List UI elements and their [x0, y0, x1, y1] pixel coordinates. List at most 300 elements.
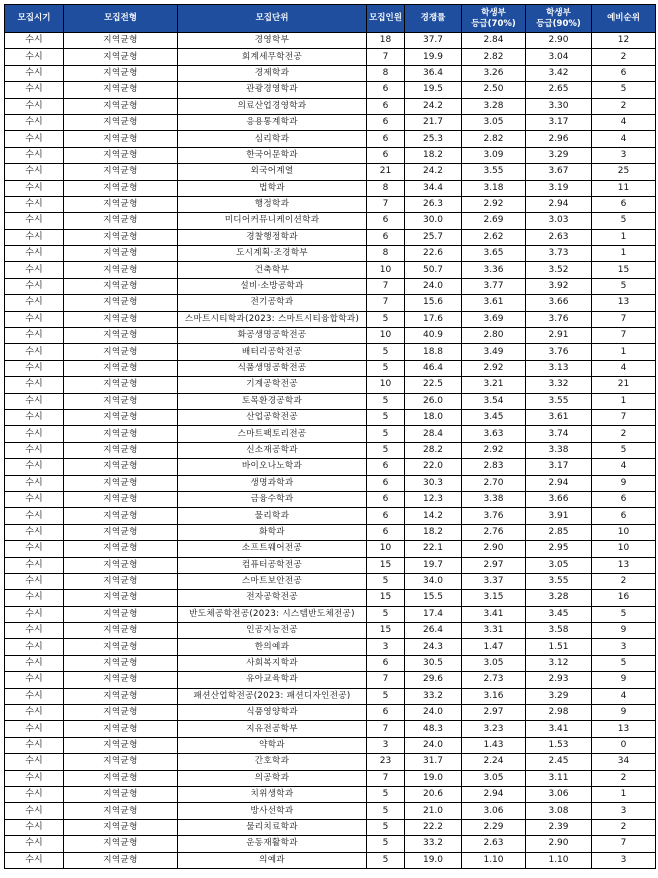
cell-grade-90: 3.67: [526, 164, 592, 180]
cell-competition: 19.7: [405, 557, 462, 573]
cell-unit: 금융수학과: [178, 491, 367, 507]
cell-grade-90: 3.32: [526, 377, 592, 393]
cell-unit: 컴퓨터공학전공: [178, 557, 367, 573]
cell-waitlist: 1: [592, 246, 656, 262]
cell-waitlist: 1: [592, 786, 656, 802]
cell-quota: 6: [367, 147, 405, 163]
cell-period: 수시: [5, 377, 64, 393]
cell-competition: 25.7: [405, 229, 462, 245]
cell-period: 수시: [5, 754, 64, 770]
cell-waitlist: 3: [592, 639, 656, 655]
cell-period: 수시: [5, 573, 64, 589]
cell-waitlist: 6: [592, 196, 656, 212]
cell-track: 지역균형: [64, 606, 178, 622]
cell-grade-90: 3.55: [526, 573, 592, 589]
cell-grade-90: 3.52: [526, 262, 592, 278]
cell-track: 지역균형: [64, 721, 178, 737]
cell-track: 지역균형: [64, 623, 178, 639]
cell-waitlist: 9: [592, 705, 656, 721]
cell-track: 지역균형: [64, 295, 178, 311]
cell-track: 지역균형: [64, 98, 178, 114]
cell-quota: 5: [367, 393, 405, 409]
cell-competition: 19.0: [405, 852, 462, 868]
cell-period: 수시: [5, 328, 64, 344]
cell-quota: 10: [367, 541, 405, 557]
table-row: [5, 459, 656, 475]
cell-quota: 15: [367, 557, 405, 573]
cell-competition: 21.0: [405, 803, 462, 819]
cell-grade-70: 3.36: [462, 262, 526, 278]
cell-waitlist: 7: [592, 409, 656, 425]
cell-quota: 5: [367, 573, 405, 589]
cell-grade-70: 2.73: [462, 672, 526, 688]
cell-grade-90: 3.06: [526, 786, 592, 802]
cell-unit: 미디어커뮤니케이션학과: [178, 213, 367, 229]
cell-grade-90: 2.45: [526, 754, 592, 770]
cell-competition: 18.2: [405, 524, 462, 540]
cell-quota: 6: [367, 655, 405, 671]
cell-grade-90: 3.74: [526, 426, 592, 442]
cell-period: 수시: [5, 639, 64, 655]
cell-waitlist: 6: [592, 491, 656, 507]
table-row: [5, 295, 656, 311]
cell-track: 지역균형: [64, 491, 178, 507]
cell-waitlist: 13: [592, 295, 656, 311]
table-row: [5, 655, 656, 671]
cell-unit: 간호학과: [178, 754, 367, 770]
cell-competition: 30.0: [405, 213, 462, 229]
header-period: 모집시기: [5, 5, 64, 33]
cell-period: 수시: [5, 459, 64, 475]
cell-waitlist: 3: [592, 803, 656, 819]
cell-waitlist: 7: [592, 328, 656, 344]
cell-quota: 6: [367, 491, 405, 507]
cell-quota: 7: [367, 721, 405, 737]
cell-grade-90: 3.08: [526, 803, 592, 819]
cell-track: 지역균형: [64, 131, 178, 147]
cell-grade-70: 2.92: [462, 196, 526, 212]
cell-unit: 심리학과: [178, 131, 367, 147]
cell-grade-70: 2.63: [462, 836, 526, 852]
cell-grade-90: 3.30: [526, 98, 592, 114]
table-row: [5, 508, 656, 524]
cell-grade-90: 2.98: [526, 705, 592, 721]
cell-grade-70: 2.82: [462, 49, 526, 65]
cell-unit: 방사선학과: [178, 803, 367, 819]
cell-unit: 소프트웨어전공: [178, 541, 367, 557]
cell-track: 지역균형: [64, 508, 178, 524]
cell-waitlist: 2: [592, 770, 656, 786]
cell-competition: 30.5: [405, 655, 462, 671]
cell-track: 지역균형: [64, 803, 178, 819]
table-row: [5, 180, 656, 196]
cell-unit: 경찰행정학과: [178, 229, 367, 245]
cell-track: 지역균형: [64, 311, 178, 327]
cell-quota: 18: [367, 33, 405, 49]
cell-grade-90: 3.29: [526, 147, 592, 163]
cell-competition: 36.4: [405, 65, 462, 81]
cell-track: 지역균형: [64, 278, 178, 294]
cell-waitlist: 4: [592, 360, 656, 376]
cell-grade-70: 3.45: [462, 409, 526, 425]
cell-waitlist: 1: [592, 344, 656, 360]
cell-unit: 생명과학과: [178, 475, 367, 491]
header-waitlist: 예비순위: [592, 5, 656, 33]
cell-quota: 8: [367, 180, 405, 196]
cell-grade-70: 1.43: [462, 737, 526, 753]
cell-quota: 5: [367, 344, 405, 360]
table-row: [5, 541, 656, 557]
cell-quota: 6: [367, 524, 405, 540]
cell-track: 지역균형: [64, 819, 178, 835]
cell-waitlist: 3: [592, 852, 656, 868]
cell-unit: 운동재활학과: [178, 836, 367, 852]
cell-grade-90: 3.42: [526, 65, 592, 81]
cell-period: 수시: [5, 672, 64, 688]
cell-quota: 3: [367, 639, 405, 655]
cell-grade-90: 3.76: [526, 344, 592, 360]
header-track: 모집전형: [64, 5, 178, 33]
cell-competition: 37.7: [405, 33, 462, 49]
cell-grade-90: 3.11: [526, 770, 592, 786]
cell-grade-70: 2.97: [462, 557, 526, 573]
table-row: [5, 606, 656, 622]
cell-quota: 6: [367, 82, 405, 98]
table-row: [5, 672, 656, 688]
cell-quota: 15: [367, 623, 405, 639]
cell-track: 지역균형: [64, 409, 178, 425]
cell-grade-90: 2.90: [526, 33, 592, 49]
cell-unit: 설비·소방공학과: [178, 278, 367, 294]
cell-track: 지역균형: [64, 114, 178, 130]
admissions-results-table: [4, 4, 656, 869]
cell-quota: 6: [367, 131, 405, 147]
cell-grade-70: 3.16: [462, 688, 526, 704]
cell-grade-70: 3.28: [462, 98, 526, 114]
cell-competition: 22.5: [405, 377, 462, 393]
cell-quota: 5: [367, 852, 405, 868]
cell-competition: 31.7: [405, 754, 462, 770]
cell-unit: 전기공학과: [178, 295, 367, 311]
cell-track: 지역균형: [64, 229, 178, 245]
cell-grade-70: 2.92: [462, 360, 526, 376]
cell-period: 수시: [5, 557, 64, 573]
cell-competition: 50.7: [405, 262, 462, 278]
cell-quota: 7: [367, 49, 405, 65]
cell-grade-70: 2.62: [462, 229, 526, 245]
cell-track: 지역균형: [64, 360, 178, 376]
cell-grade-90: 1.10: [526, 852, 592, 868]
cell-track: 지역균형: [64, 688, 178, 704]
cell-quota: 5: [367, 819, 405, 835]
cell-grade-70: 3.18: [462, 180, 526, 196]
cell-grade-90: 3.05: [526, 557, 592, 573]
cell-quota: 6: [367, 508, 405, 524]
cell-quota: 5: [367, 409, 405, 425]
cell-quota: 5: [367, 836, 405, 852]
cell-period: 수시: [5, 590, 64, 606]
cell-quota: 5: [367, 606, 405, 622]
cell-track: 지역균형: [64, 557, 178, 573]
cell-period: 수시: [5, 295, 64, 311]
cell-unit: 의예과: [178, 852, 367, 868]
table-row: [5, 639, 656, 655]
cell-grade-70: 3.26: [462, 65, 526, 81]
cell-grade-90: 2.94: [526, 475, 592, 491]
cell-grade-90: 3.04: [526, 49, 592, 65]
cell-grade-90: 2.90: [526, 836, 592, 852]
table-row: [5, 377, 656, 393]
cell-grade-90: 1.51: [526, 639, 592, 655]
cell-grade-90: 2.95: [526, 541, 592, 557]
cell-period: 수시: [5, 541, 64, 557]
table-row: [5, 721, 656, 737]
table-row: [5, 278, 656, 294]
cell-unit: 치위생학과: [178, 786, 367, 802]
table-row: [5, 688, 656, 704]
cell-period: 수시: [5, 246, 64, 262]
cell-grade-90: 3.91: [526, 508, 592, 524]
cell-grade-90: 3.17: [526, 459, 592, 475]
cell-waitlist: 16: [592, 590, 656, 606]
cell-period: 수시: [5, 491, 64, 507]
cell-grade-90: 2.94: [526, 196, 592, 212]
cell-period: 수시: [5, 688, 64, 704]
cell-competition: 22.0: [405, 459, 462, 475]
cell-waitlist: 2: [592, 426, 656, 442]
cell-waitlist: 1: [592, 229, 656, 245]
cell-grade-70: 3.38: [462, 491, 526, 507]
cell-competition: 19.9: [405, 49, 462, 65]
cell-period: 수시: [5, 311, 64, 327]
cell-track: 지역균형: [64, 82, 178, 98]
cell-period: 수시: [5, 721, 64, 737]
cell-competition: 15.6: [405, 295, 462, 311]
cell-competition: 26.4: [405, 623, 462, 639]
table-row: [5, 409, 656, 425]
cell-quota: 8: [367, 246, 405, 262]
cell-waitlist: 34: [592, 754, 656, 770]
cell-competition: 33.2: [405, 688, 462, 704]
table-row: [5, 770, 656, 786]
cell-period: 수시: [5, 65, 64, 81]
cell-grade-90: 3.13: [526, 360, 592, 376]
cell-grade-90: 3.55: [526, 393, 592, 409]
cell-track: 지역균형: [64, 180, 178, 196]
cell-quota: 6: [367, 98, 405, 114]
cell-grade-70: 2.24: [462, 754, 526, 770]
cell-period: 수시: [5, 180, 64, 196]
cell-waitlist: 2: [592, 819, 656, 835]
cell-track: 지역균형: [64, 639, 178, 655]
cell-waitlist: 12: [592, 33, 656, 49]
cell-period: 수시: [5, 262, 64, 278]
table-row: [5, 65, 656, 81]
cell-waitlist: 25: [592, 164, 656, 180]
cell-quota: 7: [367, 770, 405, 786]
cell-unit: 반도체공학전공(2023: 시스템반도체전공): [178, 606, 367, 622]
cell-track: 지역균형: [64, 196, 178, 212]
cell-track: 지역균형: [64, 426, 178, 442]
cell-unit: 스마트팩토리전공: [178, 426, 367, 442]
cell-quota: 15: [367, 590, 405, 606]
cell-waitlist: 0: [592, 737, 656, 753]
cell-grade-70: 3.55: [462, 164, 526, 180]
cell-grade-90: 3.38: [526, 442, 592, 458]
cell-waitlist: 1: [592, 393, 656, 409]
table-row: [5, 311, 656, 327]
header-quota: 모집인원: [367, 5, 405, 33]
cell-competition: 25.3: [405, 131, 462, 147]
cell-unit: 신소재공학과: [178, 442, 367, 458]
cell-grade-90: 3.92: [526, 278, 592, 294]
cell-period: 수시: [5, 426, 64, 442]
cell-quota: 6: [367, 213, 405, 229]
cell-quota: 6: [367, 459, 405, 475]
cell-quota: 7: [367, 278, 405, 294]
cell-grade-90: 3.73: [526, 246, 592, 262]
cell-period: 수시: [5, 33, 64, 49]
cell-grade-70: 2.92: [462, 442, 526, 458]
cell-period: 수시: [5, 164, 64, 180]
cell-waitlist: 5: [592, 655, 656, 671]
cell-grade-70: 3.05: [462, 114, 526, 130]
cell-unit: 스마트시티학과(2023: 스마트시티융합학과): [178, 311, 367, 327]
cell-grade-70: 2.29: [462, 819, 526, 835]
cell-waitlist: 5: [592, 278, 656, 294]
cell-track: 지역균형: [64, 442, 178, 458]
cell-track: 지역균형: [64, 573, 178, 589]
cell-grade-70: 3.54: [462, 393, 526, 409]
cell-competition: 24.3: [405, 639, 462, 655]
cell-track: 지역균형: [64, 33, 178, 49]
cell-track: 지역균형: [64, 655, 178, 671]
cell-competition: 22.1: [405, 541, 462, 557]
table-row: [5, 836, 656, 852]
cell-unit: 법학과: [178, 180, 367, 196]
cell-period: 수시: [5, 770, 64, 786]
table-row: [5, 344, 656, 360]
table-row: [5, 426, 656, 442]
cell-period: 수시: [5, 705, 64, 721]
cell-waitlist: 9: [592, 672, 656, 688]
cell-quota: 10: [367, 262, 405, 278]
cell-period: 수시: [5, 852, 64, 868]
cell-grade-70: 2.83: [462, 459, 526, 475]
cell-period: 수시: [5, 49, 64, 65]
cell-track: 지역균형: [64, 213, 178, 229]
cell-grade-70: 1.47: [462, 639, 526, 655]
cell-grade-90: 1.53: [526, 737, 592, 753]
table-row: [5, 803, 656, 819]
cell-competition: 22.2: [405, 819, 462, 835]
cell-track: 지역균형: [64, 770, 178, 786]
cell-track: 지역균형: [64, 475, 178, 491]
cell-grade-90: 2.63: [526, 229, 592, 245]
cell-unit: 한의예과: [178, 639, 367, 655]
cell-waitlist: 13: [592, 557, 656, 573]
cell-waitlist: 5: [592, 82, 656, 98]
cell-grade-70: 1.10: [462, 852, 526, 868]
cell-grade-70: 3.09: [462, 147, 526, 163]
table-row: [5, 196, 656, 212]
cell-waitlist: 21: [592, 377, 656, 393]
cell-competition: 19.0: [405, 770, 462, 786]
cell-period: 수시: [5, 508, 64, 524]
cell-unit: 응용통계학과: [178, 114, 367, 130]
cell-competition: 33.2: [405, 836, 462, 852]
table-row: [5, 131, 656, 147]
cell-grade-70: 3.76: [462, 508, 526, 524]
cell-competition: 40.9: [405, 328, 462, 344]
table-row: [5, 786, 656, 802]
cell-track: 지역균형: [64, 49, 178, 65]
cell-competition: 21.7: [405, 114, 462, 130]
cell-quota: 21: [367, 164, 405, 180]
cell-unit: 약학과: [178, 737, 367, 753]
cell-grade-70: 2.80: [462, 328, 526, 344]
cell-unit: 토목환경공학과: [178, 393, 367, 409]
cell-unit: 스마트보안전공: [178, 573, 367, 589]
cell-grade-70: 3.23: [462, 721, 526, 737]
cell-grade-90: 3.03: [526, 213, 592, 229]
cell-track: 지역균형: [64, 852, 178, 868]
cell-unit: 지유전공학부: [178, 721, 367, 737]
cell-period: 수시: [5, 786, 64, 802]
cell-unit: 물리학과: [178, 508, 367, 524]
cell-waitlist: 2: [592, 98, 656, 114]
cell-grade-70: 3.63: [462, 426, 526, 442]
cell-waitlist: 2: [592, 573, 656, 589]
cell-grade-70: 3.49: [462, 344, 526, 360]
cell-quota: 6: [367, 229, 405, 245]
cell-quota: 5: [367, 360, 405, 376]
cell-quota: 6: [367, 114, 405, 130]
table-row: [5, 393, 656, 409]
cell-competition: 18.2: [405, 147, 462, 163]
cell-quota: 10: [367, 377, 405, 393]
cell-competition: 26.0: [405, 393, 462, 409]
cell-track: 지역균형: [64, 786, 178, 802]
cell-grade-70: 2.69: [462, 213, 526, 229]
cell-grade-70: 2.84: [462, 33, 526, 49]
cell-grade-90: 3.19: [526, 180, 592, 196]
cell-track: 지역균형: [64, 705, 178, 721]
cell-grade-70: 3.61: [462, 295, 526, 311]
cell-competition: 24.0: [405, 705, 462, 721]
cell-period: 수시: [5, 278, 64, 294]
table-row: [5, 623, 656, 639]
cell-quota: 10: [367, 328, 405, 344]
table-row: [5, 164, 656, 180]
table-row: [5, 82, 656, 98]
cell-unit: 배터리공학전공: [178, 344, 367, 360]
cell-competition: 22.6: [405, 246, 462, 262]
cell-waitlist: 4: [592, 688, 656, 704]
cell-period: 수시: [5, 114, 64, 130]
cell-competition: 30.3: [405, 475, 462, 491]
cell-period: 수시: [5, 606, 64, 622]
cell-track: 지역균형: [64, 393, 178, 409]
cell-waitlist: 9: [592, 623, 656, 639]
cell-period: 수시: [5, 360, 64, 376]
table-row: [5, 33, 656, 49]
cell-period: 수시: [5, 442, 64, 458]
cell-unit: 도시계획·조경학부: [178, 246, 367, 262]
cell-track: 지역균형: [64, 672, 178, 688]
cell-grade-70: 3.15: [462, 590, 526, 606]
cell-track: 지역균형: [64, 737, 178, 753]
